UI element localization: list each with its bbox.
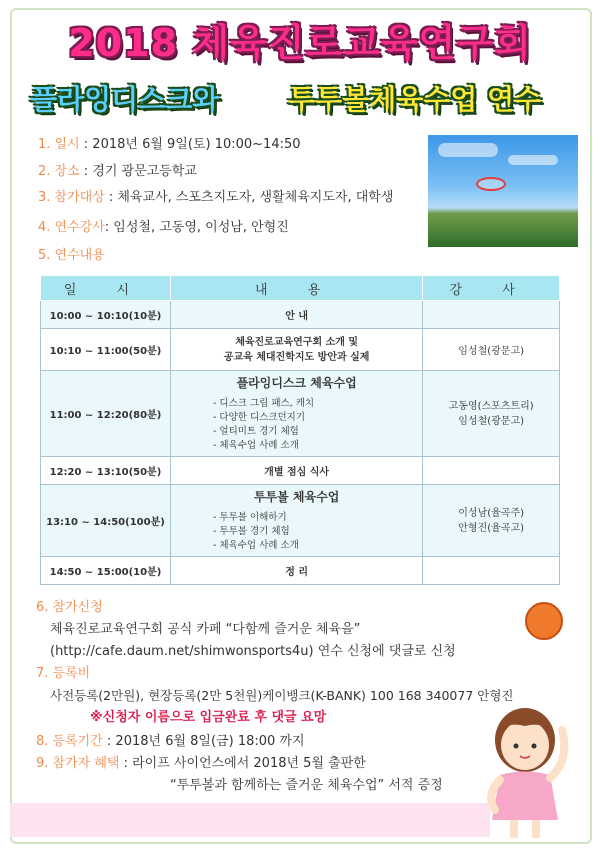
period: 8. 등록기간 : 2018년 6월 8일(금) 18:00 까지 <box>36 734 305 749</box>
mascot-icon <box>525 602 563 640</box>
apply-label: 6. 참가신청 <box>36 600 103 615</box>
table-row: 10:10 ~ 11:00(50분) 체육진로교육연구회 소개 및 공교육 체대진학지도 방안과 실제 임성철(광문고) <box>41 329 560 371</box>
col-header-time: 일 시 <box>41 276 171 301</box>
table-row: 11:00 ~ 12:20(80분) 플라잉디스크 체육수업 - 디스크 그립 패스, 캐치 - 다양한 디스크던지기 - 얼티미트 경기 체험 - 체육수업 사례 소개 고동영(스포츠트리) 임성철(광문고) <box>41 371 560 457</box>
subtitle-tutuball: 투투볼체육수업 연수 <box>288 83 542 116</box>
table-row: 13:10 ~ 14:50(100분) 투투볼 체육수업 - 투투볼 이해하기 - 투투볼 경기 체험 - 체육수업 사례 소개 이성남(율곡주) 안형진(율곡고) <box>41 485 560 557</box>
table-row: 14:50 ~ 15:00(10분) 정 리 <box>41 557 560 585</box>
benefit: 9. 참가자 혜택 : 라이프 사이언스에서 2018년 5월 출판한 <box>36 756 366 771</box>
fee-note: ※신청자 이름으로 입금완료 후 댓글 요망 <box>90 710 327 725</box>
benefit-line2: “투투볼과 함께하는 즐거운 체육수업” 서적 증정 <box>170 778 443 793</box>
info-date: 1. 일시 : 2018년 6월 9일(토) 10:00~14:50 <box>38 137 301 152</box>
apply-line1: 체육진로교육연구회 공식 카페 “다함께 즐거운 체육을” <box>50 622 361 637</box>
subtitle-flying-disc: 플라잉디스크와 <box>30 83 220 116</box>
apply-line2: (http://cafe.daum.net/shimwonsports4u) 연수 신청에 댓글로 신청 <box>50 644 456 659</box>
table-row: 10:00 ~ 10:10(10분) 안 내 <box>41 301 560 329</box>
info-target: 3. 참가대상 : 체육교사, 스포츠지도자, 생활체육지도자, 대학생 <box>38 190 394 205</box>
main-title: 2018 체육진로교육연구회 <box>68 21 532 65</box>
col-header-instructor: 강 사 <box>423 276 560 301</box>
table-row: 12:20 ~ 13:10(50분) 개별 점심 식사 <box>41 457 560 485</box>
info-content: 5. 연수내용 <box>38 248 105 263</box>
col-header-content: 내 용 <box>170 276 422 301</box>
girl-illustration <box>470 700 580 840</box>
fee-line1: 사전등록(2만원), 현장등록(2만 5천원)케이뱅크(K-BANK) 100 168 340077 안형진 <box>50 688 514 703</box>
bottom-decoration-bar <box>10 803 490 837</box>
fee-label: 7. 등록비 <box>36 666 91 681</box>
flying-disc-photo <box>428 135 578 247</box>
frisbee-icon <box>476 177 506 191</box>
info-instructors: 4. 연수강사: 임성철, 고동영, 이성남, 안형진 <box>38 220 289 235</box>
schedule-table <box>40 275 560 585</box>
info-place: 2. 장소 : 경기 광문고등학교 <box>38 164 197 179</box>
